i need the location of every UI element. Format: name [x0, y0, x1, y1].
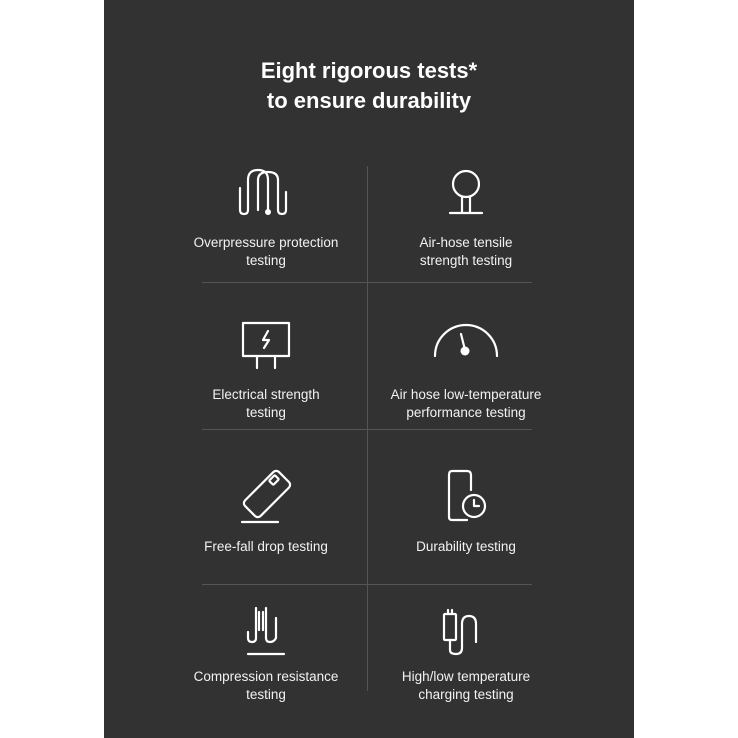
- hose-tensile-icon: [446, 166, 486, 218]
- test-label-line-2: charging testing: [418, 687, 514, 702]
- test-item-low-temperature: [366, 320, 566, 422]
- test-label-line-2: strength testing: [419, 253, 513, 268]
- charging-cable-icon: [438, 604, 494, 658]
- test-item-overpressure: [166, 166, 366, 270]
- test-item-charging: [366, 604, 566, 704]
- test-label-line-1: Air-hose tensile: [419, 235, 513, 250]
- compression-icon: [238, 604, 294, 658]
- feature-panel: [104, 0, 634, 738]
- gauge-icon: [431, 320, 501, 370]
- test-label-line-2: testing: [246, 405, 286, 420]
- horizontal-divider-3: [202, 584, 532, 585]
- horizontal-divider-1: [202, 282, 532, 283]
- phone-clock-icon: [441, 466, 491, 526]
- test-item-hose-tensile: [366, 166, 566, 270]
- test-label-line-1: High/low temperature: [401, 669, 531, 684]
- test-label-line-2: performance testing: [406, 405, 526, 420]
- test-item-compression: [166, 604, 366, 704]
- test-label-line-1: Compression resistance: [193, 669, 339, 684]
- test-label-line-1: Durability testing: [416, 539, 516, 554]
- test-label-line-1: Free-fall drop testing: [204, 539, 328, 554]
- horizontal-divider-2: [202, 429, 532, 430]
- test-label-line-1: Air hose low-temperature: [390, 387, 542, 402]
- test-item-electrical: [166, 320, 366, 422]
- title-line-1: Eight rigorous tests*: [260, 58, 478, 83]
- test-label-line-1: Electrical strength: [212, 387, 320, 402]
- test-item-durability: [366, 466, 566, 556]
- test-label-line-1: Overpressure protection: [193, 235, 339, 250]
- test-item-drop: [166, 466, 366, 556]
- electrical-board-icon: [240, 320, 292, 370]
- pressure-hook-icon: [236, 166, 296, 218]
- page-title: [104, 56, 634, 116]
- test-label-line-2: testing: [246, 687, 286, 702]
- test-label-line-2: testing: [246, 253, 286, 268]
- title-line-2: to ensure durability: [266, 88, 472, 113]
- drop-device-icon: [236, 466, 296, 526]
